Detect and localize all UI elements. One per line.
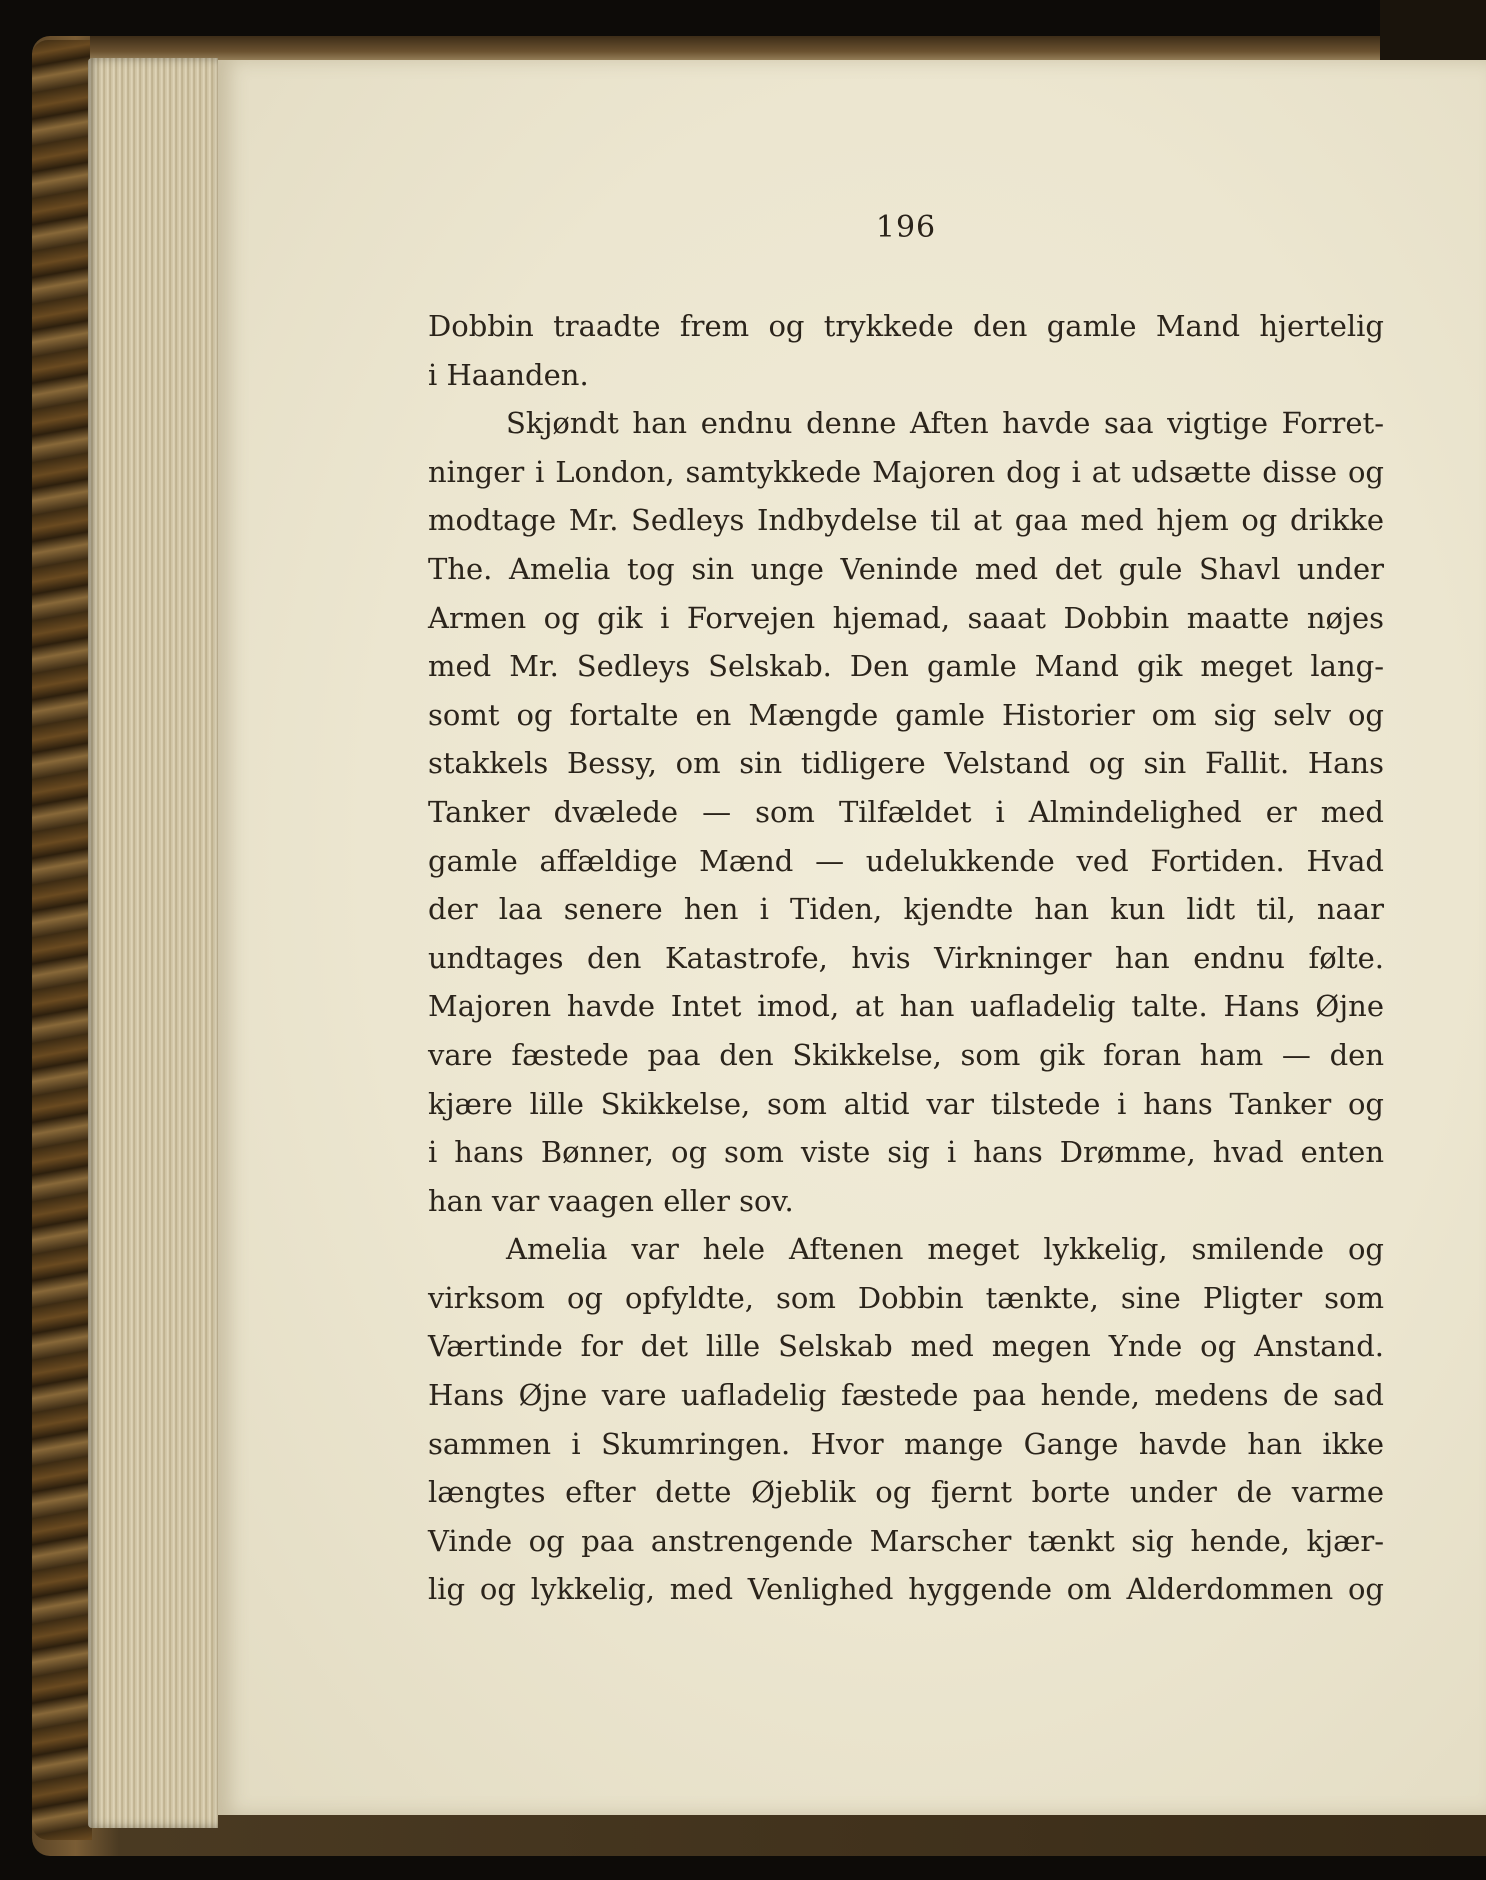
text-line: undtages den Katastrofe, hvis Virkninger han endnu følte. <box>428 940 1384 975</box>
text-line: somt og fortalte en Mængde gamle Historier om sig selv og <box>428 697 1384 732</box>
text-line: virksom og opfyldte, som Dobbin tænkte, sine Pligter som <box>428 1280 1384 1315</box>
text-line: Vinde og paa anstrengende Marscher tænkt sig hende, kjær- <box>428 1523 1384 1558</box>
page-number: 196 <box>875 210 937 245</box>
text-line: der laa senere hen i Tiden, kjendte han kun lidt til, naar <box>428 892 1384 927</box>
text-line: Hans Øjne vare uafladelig fæstede paa hende, medens de sad <box>428 1378 1384 1413</box>
text-line: længtes efter dette Øjeblik og fjernt borte under de varme <box>428 1475 1384 1510</box>
page-edges <box>88 58 218 1828</box>
text-line: sammen i Skumringen. Hvor mange Gange havde han ikke <box>428 1426 1384 1461</box>
text-line: kjære lille Skikkelse, som altid var tilstede i hans Tanker og <box>428 1086 1384 1121</box>
text-line: vare fæstede paa den Skikkelse, som gik foran ham — den <box>428 1037 1384 1072</box>
text-line: Amelia var hele Aftenen meget lykkelig, smilende og <box>506 1232 1384 1267</box>
text-line: i Haanden. <box>428 357 589 392</box>
top-binding <box>90 36 1380 62</box>
text-line: med Mr. Sedleys Selskab. Den gamle Mand gik meget lang- <box>428 649 1384 684</box>
text-line: stakkels Bessy, om sin tidligere Velstand og sin Fallit. Hans <box>428 746 1384 781</box>
text-line: gamle affældige Mænd — udelukkende ved Fortiden. Hvad <box>428 843 1384 878</box>
text-line: Majoren havde Intet imod, at han uafladelig talte. Hans Øjne <box>428 989 1384 1024</box>
text-line: modtage Mr. Sedleys Indbydelse til at gaa med hjem og drikke <box>428 503 1384 538</box>
scan-background <box>1380 0 1486 60</box>
body-text <box>428 302 1384 1614</box>
text-line: Armen og gik i Forvejen hjemad, saaat Dobbin maatte nøjes <box>428 600 1384 635</box>
text-line: Skjøndt han endnu denne Aften havde saa vigtige Forret- <box>506 406 1384 441</box>
text-line: Værtinde for det lille Selskab med megen Ynde og Anstand. <box>428 1329 1384 1364</box>
text-line: i hans Bønner, og som viste sig i hans Drømme, hvad enten <box>428 1135 1384 1170</box>
text-line: lig og lykkelig, med Venlighed hyggende om Alderdommen og <box>428 1572 1384 1607</box>
text-line: ninger i London, samtykkede Majoren dog i at udsætte disse og <box>428 454 1384 489</box>
text-line: Tanker dvælede — som Tilfældet i Almindelighed er med <box>428 794 1384 829</box>
text-line: Dobbin traadte frem og trykkede den gamle Mand hjertelig <box>428 309 1384 343</box>
marbled-spine <box>32 40 92 1840</box>
text-line: The. Amelia tog sin unge Veninde med det gule Shavl under <box>428 551 1384 586</box>
text-line: han var vaagen eller sov. <box>428 1183 794 1218</box>
